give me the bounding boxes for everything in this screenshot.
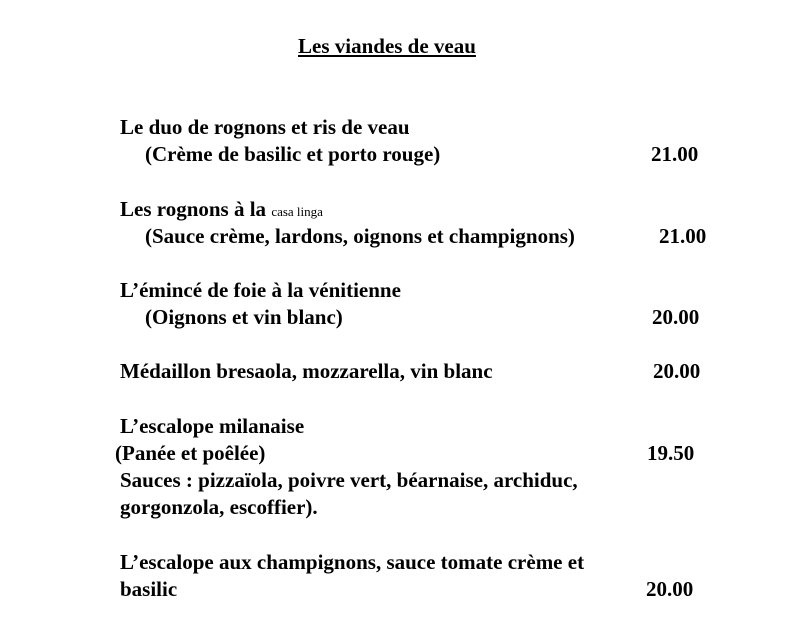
menu-item-name: Le duo de rognons et ris de veau — [120, 115, 410, 139]
menu-item-price: 20.00 — [646, 577, 694, 601]
menu-item-name: L’escalope aux champignons, sauce tomate crème et — [120, 550, 585, 574]
menu-item-description: (Oignons et vin blanc) — [145, 305, 343, 329]
menu-item-name-small: casa linga — [271, 204, 323, 219]
menu-item-name: Médaillon bresaola, mozzarella, vin blanc — [120, 359, 493, 383]
menu-item-sauces: Sauces : pizzaïola, poivre vert, béarnaise, archiduc, — [120, 468, 578, 492]
menu-item-price: 19.50 — [647, 441, 695, 465]
menu-item-price: 20.00 — [652, 305, 700, 329]
menu-item-description: (Crème de basilic et porto rouge) — [145, 142, 441, 166]
menu-item-price: 20.00 — [653, 359, 701, 383]
menu-item-description: (Sauce crème, lardons, oignons et champignons) — [145, 224, 575, 248]
menu-item-price: 21.00 — [651, 142, 699, 166]
menu-item-description: (Panée et poêlée) — [115, 441, 266, 465]
menu-item-price: 21.00 — [659, 224, 707, 248]
menu-item-sauces: gorgonzola, escoffier). — [120, 495, 318, 519]
page-title: Les viandes de veau — [298, 34, 476, 58]
menu-item-name: L’escalope milanaise — [120, 414, 305, 438]
menu-item-name: basilic — [120, 577, 178, 601]
menu-item-name: L’émincé de foie à la vénitienne — [120, 278, 401, 302]
menu-item-name-group — [120, 196, 323, 225]
menu-item-name: Les rognons à la — [120, 197, 272, 221]
